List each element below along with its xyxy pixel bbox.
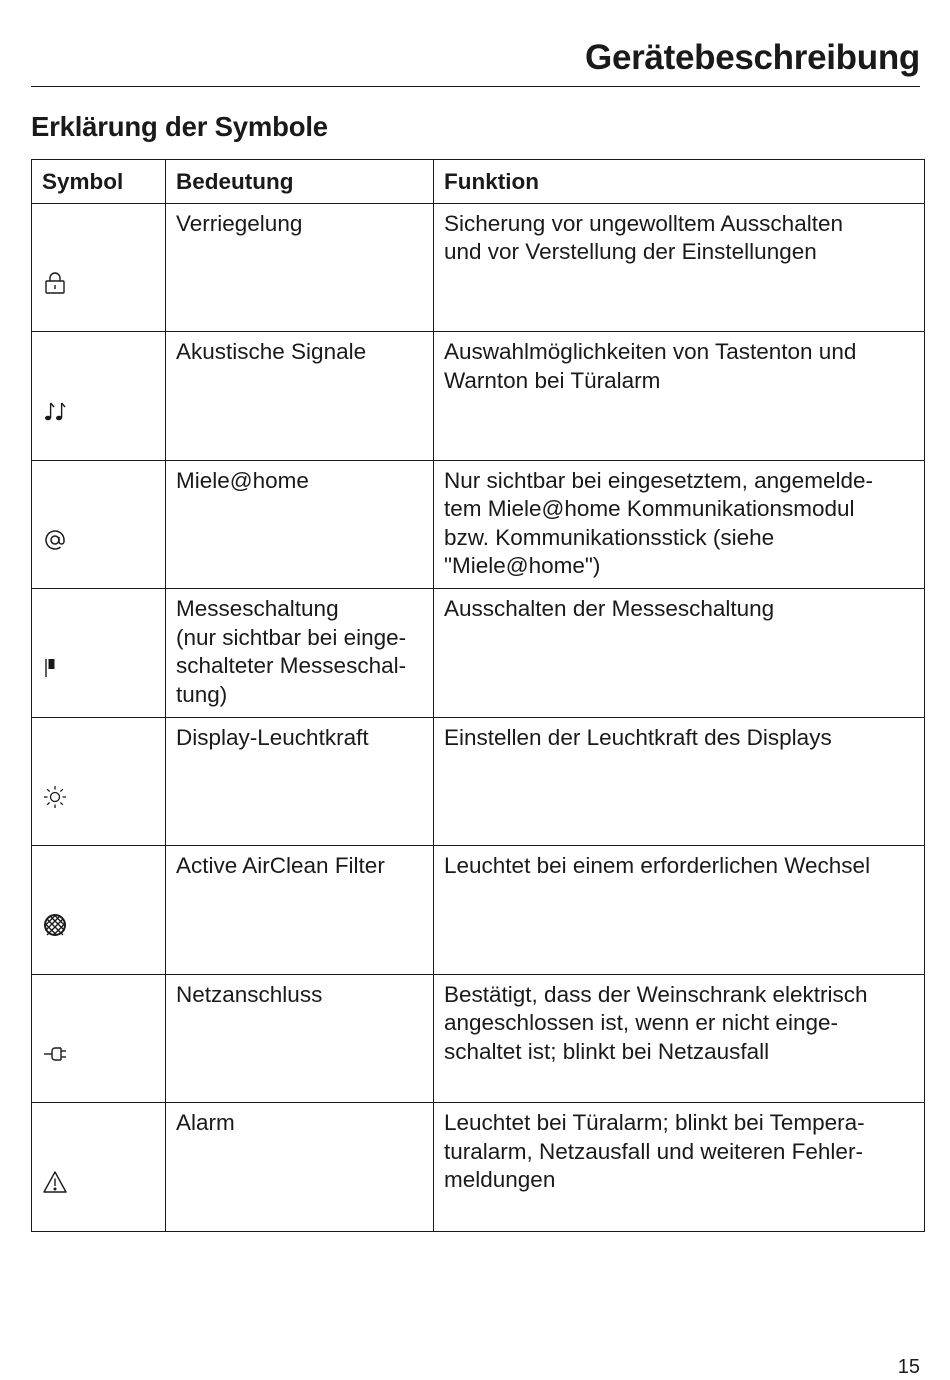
symbol-cell <box>32 1103 166 1232</box>
bedeutung-cell: Miele@home <box>166 460 434 589</box>
funktion-cell: Auswahlmöglichkeiten von Tastenton und Warnton bei Türalarm <box>434 332 925 461</box>
warning-triangle-icon <box>42 1141 68 1167</box>
funktion-cell: Leuchtet bei Türalarm; blinkt bei Tempera- turalarm, Netzausfall und weiteren Fehler- meldungen <box>434 1103 925 1232</box>
table-row <box>32 460 925 589</box>
sun-icon <box>42 755 68 781</box>
symbol-cell <box>32 203 166 332</box>
funktion-cell: Sicherung vor ungewolltem Ausschalten und vor Verstellung der Einstellungen <box>434 203 925 332</box>
funktion-cell: Leuchtet bei einem erforderlichen Wechsel <box>434 846 925 975</box>
symbols-table <box>31 159 925 1232</box>
symbol-cell <box>32 974 166 1103</box>
at-sign-icon <box>42 498 68 524</box>
symbol-cell <box>32 717 166 846</box>
bedeutung-cell: Messeschaltung (nur sichtbar bei einge- schalteter Messeschal- tung) <box>166 589 434 718</box>
table-header-row <box>32 160 925 204</box>
flag-icon <box>42 627 68 653</box>
funktion-cell: Einstellen der Leuchtkraft des Displays <box>434 717 925 846</box>
table-row <box>32 1103 925 1232</box>
plug-icon <box>42 1012 68 1038</box>
symbol-cell <box>32 332 166 461</box>
page-title: Gerätebeschreibung <box>585 38 920 77</box>
table-row <box>32 846 925 975</box>
funktion-cell: Bestätigt, dass der Weinschrank elektrisch angeschlossen ist, wenn er nicht einge- schaltet ist; blinkt bei Netzausfall <box>434 974 925 1103</box>
lock-icon <box>42 241 68 267</box>
filter-icon <box>42 884 68 910</box>
bedeutung-cell: Active AirClean Filter <box>166 846 434 975</box>
column-header-symbol: Symbol <box>32 160 166 204</box>
symbol-cell <box>32 589 166 718</box>
symbol-cell <box>32 460 166 589</box>
page-header <box>31 38 920 87</box>
table-row <box>32 203 925 332</box>
table-row <box>32 589 925 718</box>
funktion-cell: Nur sichtbar bei eingesetztem, angemelde- tem Miele@home Kommunikationsmodul bzw. Kommunikationsstick (siehe "Miele@home") <box>434 460 925 589</box>
music-notes-icon <box>42 370 68 396</box>
section-title: Erklärung der Symbole <box>31 111 328 142</box>
bedeutung-cell: Display-Leuchtkraft <box>166 717 434 846</box>
bedeutung-cell: Alarm <box>166 1103 434 1232</box>
bedeutung-cell: Netzanschluss <box>166 974 434 1103</box>
column-header-bedeutung: Bedeutung <box>166 160 434 204</box>
table-row <box>32 717 925 846</box>
funktion-cell: Ausschalten der Messeschaltung <box>434 589 925 718</box>
column-header-funktion: Funktion <box>434 160 925 204</box>
page-number: 15 <box>897 1356 920 1378</box>
symbol-cell <box>32 846 166 975</box>
bedeutung-cell: Akustische Signale <box>166 332 434 461</box>
table-row <box>32 974 925 1103</box>
table-row <box>32 332 925 461</box>
bedeutung-cell: Verriegelung <box>166 203 434 332</box>
